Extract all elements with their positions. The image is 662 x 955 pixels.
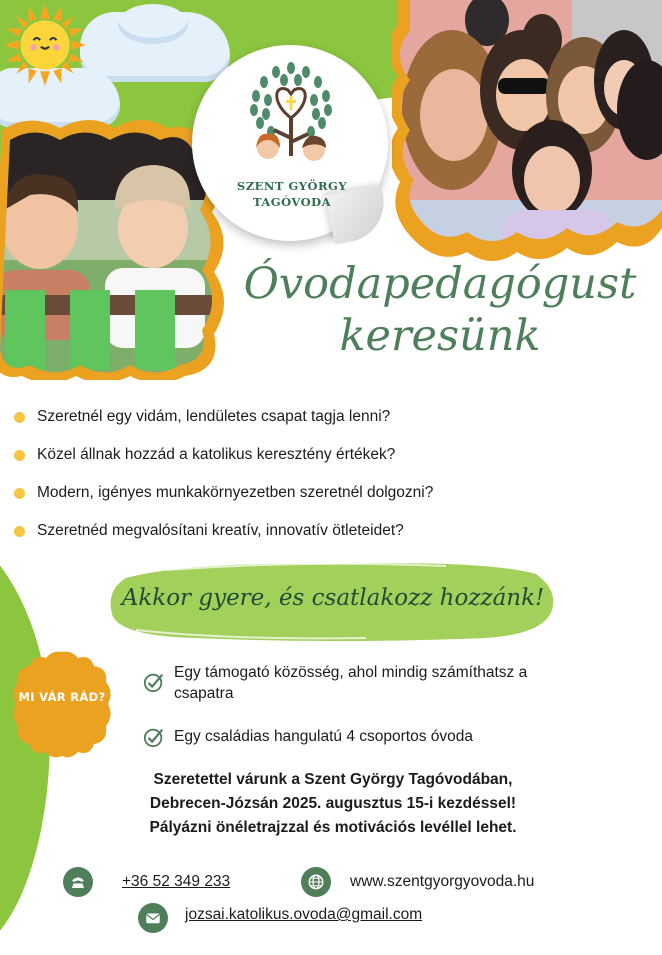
list-item [14,398,534,436]
list-item [14,512,534,550]
bullet-dot-icon [14,450,25,461]
bullet-dot-icon [14,488,25,499]
page-title [240,258,640,362]
list-item [14,436,534,474]
bullet-dot-icon [14,412,25,423]
list-item [143,726,583,748]
check-circle-icon [143,671,165,693]
badge-shape [12,650,112,760]
closing-line-1: Szeretettel várunk a Szent György Tagóvodában, [153,771,513,788]
closing-text [100,768,566,840]
question-text: Szeretnél egy vidám, lendületes csapat tagja lenni? [37,408,391,425]
headline-line-1: Óvodapedagógust [243,259,637,309]
envelope-icon [138,903,168,933]
banner-text: Akkor gyere, és csatlakozz hozzánk! [121,585,545,611]
email-link[interactable]: jozsai.katolikus.ovoda@gmail.com [185,906,423,923]
question-text: Modern, igényes munkakörnyezetben szeretnél dolgozni? [37,484,434,501]
phone-icon [63,867,93,897]
globe-icon [301,867,331,897]
offer-text: Egy támogató közösség, ahol mindig számíthatsz a csapatra [174,664,528,702]
offer-list [143,662,583,748]
bullet-dot-icon [14,526,25,537]
headline-line-2: keresünk [339,311,541,361]
logo-line-1: SZENT GYÖRGY [236,179,348,193]
list-item [143,662,583,704]
offer-text: Egy családias hangulatú 4 csoportos óvoda [174,728,474,745]
team-photo [392,0,662,262]
logo-line-2: TAGÓVODA [252,195,332,209]
sun-icon [4,4,86,86]
tree-logo-icon [246,58,336,168]
cloud-icon [118,4,188,44]
question-text: Közel állnak hozzád a katolikus keresztény értékek? [37,446,396,463]
badge-text: MI VÁR RÁD? [18,690,106,704]
logo-text [212,178,372,210]
list-item [14,474,534,512]
closing-line-2: Debrecen-Józsán 2025. augusztus 15-i kezdéssel! [149,795,517,812]
closing-line-3: Pályázni önéletrajzzal és motivációs levéllel lehet. [149,819,517,836]
website-link[interactable]: www.szentgyorgyovoda.hu [350,873,535,890]
check-circle-icon [143,726,165,748]
question-text: Szeretnéd megvalósítani kreatív, innovatív ötleteidet? [37,522,404,539]
kids-photo [0,120,225,380]
phone-link[interactable]: +36 52 349 233 [122,873,231,890]
question-list [14,398,534,550]
